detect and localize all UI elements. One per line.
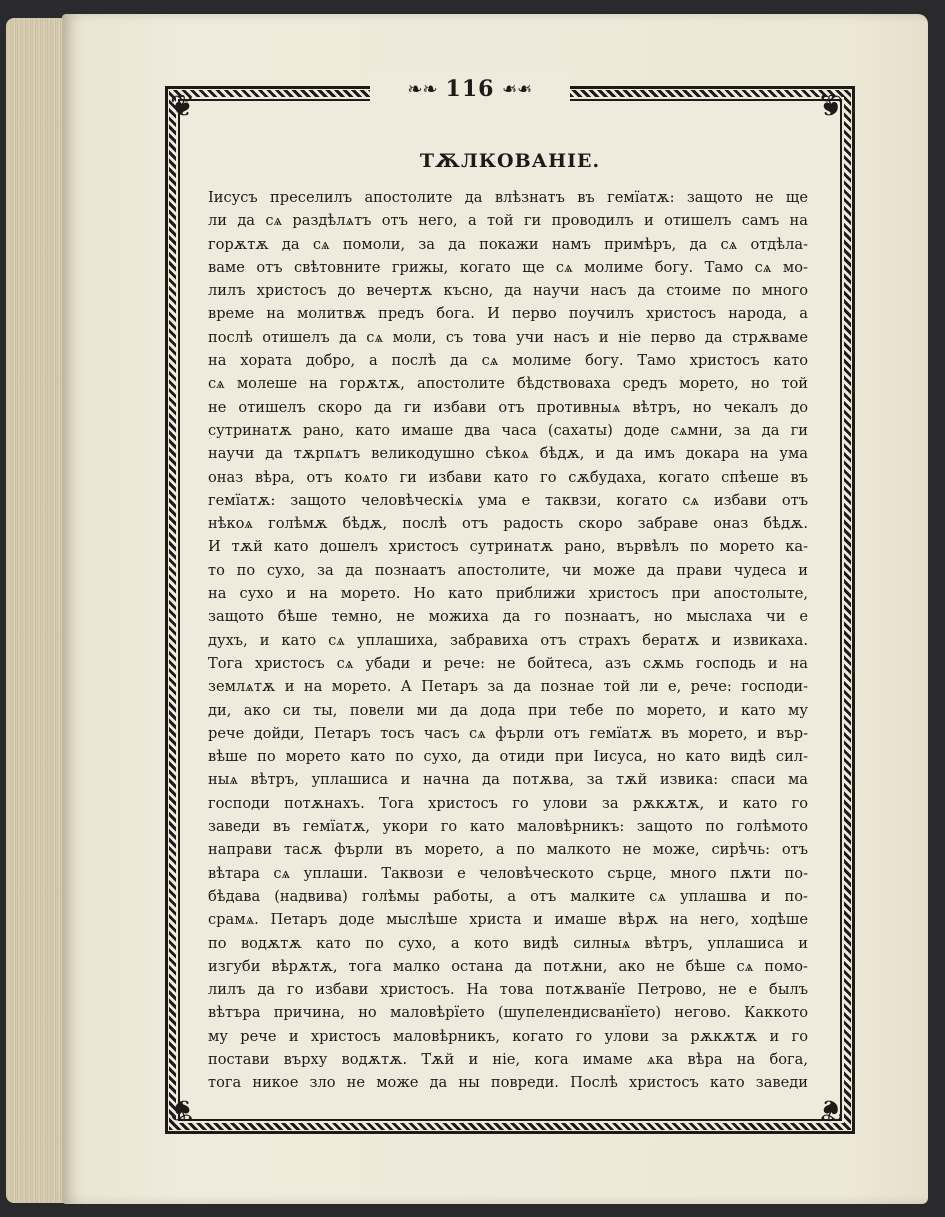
text-line: рече дойди, Петаръ тосъ часъ сѧ фърли отъ гемїатѫ въ морето, и вър- [208, 724, 808, 742]
text-line: на суxо и на морето. Но като приближи христосъ при апостолыте, [208, 585, 808, 603]
corner-ornament-top-left: ❦ [170, 89, 196, 124]
text-line: по водѫтѫ като по суxо, а кото видѣ силныѧ вѣтръ, уплашиса и [208, 934, 808, 952]
text-line: ныѧ вѣтръ, уплашиса и начна да потѫва, за тѫй извика: спаси ма [208, 771, 808, 789]
text-line: нѣкоѧ голѣмѫ бѣдѫ, послѣ отъ радость скоро забраве оназ бѣдѫ. [208, 515, 808, 533]
text-line: на хората добро, а послѣ да сѧ молиме богу. Тамо христосъ като [208, 352, 808, 370]
text-line: вѣтара сѧ уплаши. Таквози е человѣческото сърце, много пѫти по- [208, 864, 808, 882]
text-line: землѧтѫ и на морето. А Петаръ за да познае той ли е, рече: господи- [208, 678, 808, 696]
text-line: научи да тѫрпѧтъ великодушно сѣкоѧ бѣдѫ, и да имъ докара на ума [208, 445, 808, 463]
leaf-ornament-left-icon: ❧❧ [407, 78, 438, 100]
text-line: ли да сѧ раздѣлѧтъ отъ него, а той ги проводилъ и отишелъ самъ на [208, 212, 808, 230]
text-line: вѣтъра причина, но маловѣрїето (шупелендисванїето) негово. Каккото [208, 1004, 808, 1022]
page-header [370, 72, 570, 106]
text-line: бѣдава (надвива) голѣмы работы, а отъ малките сѧ уплашва и по- [208, 887, 808, 905]
text-line: духъ, и като сѧ уплашиха, забравиха отъ страхъ бератѫ и извикаха. [208, 631, 808, 649]
text-line: тога никое зло не може да ны повреди. Послѣ христосъ като заведи [208, 1074, 808, 1092]
text-line: изгуби вѣрѫтѫ, тога малко остана да потѫни, ако не бѣше сѧ помо- [208, 957, 808, 975]
text-line: гемїатѫ: защото человѣческіѧ ума е таквзи, когато сѧ избави отъ [208, 491, 808, 509]
text-line: горѫтѫ да сѧ помоли, за да покажи намъ примѣръ, да сѧ отдѣла- [208, 235, 808, 253]
text-line: постави върху водѫтѫ. Тѫй и ніе, кога имаме ѧка вѣра на бога, [208, 1050, 808, 1068]
text-line: И тѫй като дошелъ христосъ сутринатѫ рано, вървѣлъ по морето ка- [208, 538, 808, 556]
text-line: то по суxо, за да познаатъ апостолите, чи може да прави чудеса и [208, 561, 808, 579]
text-line: време на молитвѫ предъ бога. И перво поучилъ христосъ народа, а [208, 305, 808, 323]
body-text [208, 186, 808, 1095]
corner-ornament-bottom-left: ❦ [170, 1092, 196, 1127]
text-line: Іисусъ преселилъ апостолите да влѣзнатъ въ гемїатѫ: защото не ще [208, 189, 808, 206]
text-line: вѣше по морето като по суxо, да отиди при Іисуса, но като видѣ сил- [208, 748, 808, 766]
text-line: Тога христосъ сѧ убади и рече: не бойтеса, азъ сѫмь господь и на [208, 654, 808, 672]
text-line: заведи въ гемїатѫ, укори го като маловѣрникъ: защото по голѣмото [208, 818, 808, 836]
page-title: ТѪЛКОВАНІЕ. [419, 150, 601, 172]
corner-ornament-bottom-right: ❦ [818, 1092, 844, 1127]
text-line: лилъ да го избави христосъ. На това потѫванїе Петрово, не е былъ [208, 981, 808, 999]
text-line: срамѧ. Петаръ доде мыслѣше христа и имаше вѣрѫ на него, ходѣше [208, 911, 808, 929]
text-line: не отишелъ скоро да ги избави отъ противныѧ вѣтръ, но чекалъ до [208, 398, 808, 416]
text-line: ди, ако си ты, повели ми да дода при тебе по морето, и като му [208, 701, 808, 719]
text-line: послѣ отишелъ да сѧ моли, съ това учи насъ и ніе перво да стрѫваме [208, 328, 808, 346]
leaf-ornament-right-icon: ❧❧ [502, 78, 533, 100]
text-line: сѧ молеше на горѫтѫ, апостолите бѣдствоваха средъ морето, но той [208, 375, 808, 393]
page-number: 116 [445, 76, 495, 102]
text-line: защото бѣше темно, не можиха да го познаатъ, но мыслаха чи е [208, 608, 808, 626]
text-line: господи потѫнахъ. Тога христосъ го улови за рѫкѫтѫ, и като го [208, 794, 808, 812]
text-line: ваме отъ свѣтовните грижы, когато ще сѧ молиме богу. Тамо сѧ мо- [208, 258, 808, 276]
text-line: сутринатѫ рано, като имаше два часа (сахаты) доде сѧмни, за да ги [208, 421, 808, 439]
text-line: му рече и христосъ маловѣрникъ, когато го улови за рѫкѫтѫ и го [208, 1027, 808, 1045]
text-line: направи тасѫ фърли въ морето, а по малкото не може, сирѣчь: отъ [208, 841, 808, 859]
text-line: оназ вѣра, отъ коѧто ги избави като го сѫбудаха, когато спѣеше въ [208, 468, 808, 486]
corner-ornament-top-right: ❦ [818, 89, 844, 124]
text-line: лилъ христосъ до вечертѫ късно, да научи насъ да стоиме по много [208, 282, 808, 300]
